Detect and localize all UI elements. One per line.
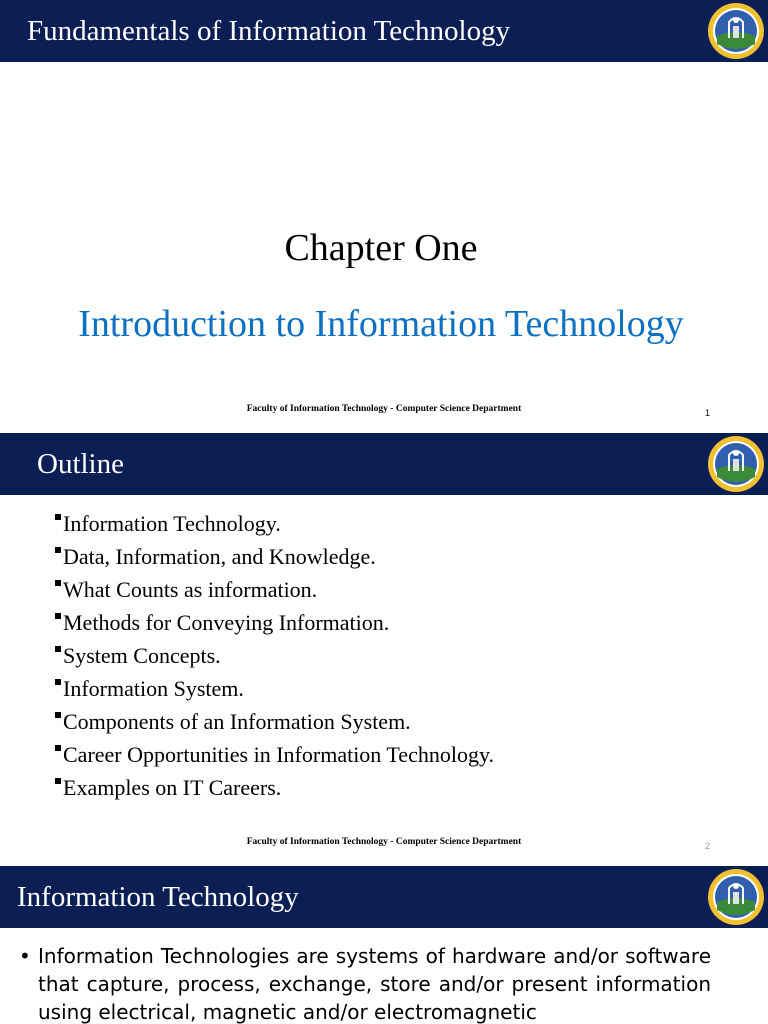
list-item: Components of an Information System.	[55, 705, 494, 738]
list-item: What Counts as information.	[55, 573, 494, 606]
slide-header	[0, 433, 768, 495]
header-title: Outline	[37, 448, 124, 480]
list-item: Examples on IT Careers.	[55, 771, 494, 804]
slide-header	[0, 0, 768, 62]
list-item: Methods for Conveying Information.	[55, 606, 494, 639]
paragraph-text: Information Technologies are systems of hardware and/or software that capture, process, exchange, store and/or present information using electrical, magnetic and/or electromagnetic	[38, 944, 711, 1024]
list-item: Career Opportunities in Information Technology.	[55, 738, 494, 771]
header-title: Information Technology	[17, 881, 299, 913]
university-seal-icon	[707, 2, 765, 60]
page-number: 2	[704, 841, 710, 851]
chapter-subtitle: Introduction to Information Technology	[78, 303, 684, 345]
slide-2	[0, 433, 768, 865]
list-item: System Concepts.	[55, 639, 494, 672]
slide-3	[0, 866, 768, 1024]
slide-1	[0, 0, 768, 432]
bullet-dot-icon: •	[19, 944, 31, 968]
list-item: Data, Information, and Knowledge.	[55, 540, 494, 573]
list-item: Information Technology.	[55, 507, 494, 540]
header-title: Fundamentals of Information Technology	[27, 15, 511, 47]
chapter-title: Chapter One	[284, 227, 478, 269]
slide-footer: Faculty of Information Technology - Computer Science Department	[246, 404, 522, 414]
page-number: 1	[704, 408, 710, 418]
slide-header	[0, 866, 768, 928]
outline-list	[55, 507, 494, 804]
bullet-paragraph	[19, 942, 711, 1024]
list-item: Information System.	[55, 672, 494, 705]
university-seal-icon	[707, 435, 765, 493]
university-seal-icon	[707, 868, 765, 926]
slide-footer: Faculty of Information Technology - Computer Science Department	[246, 837, 522, 847]
